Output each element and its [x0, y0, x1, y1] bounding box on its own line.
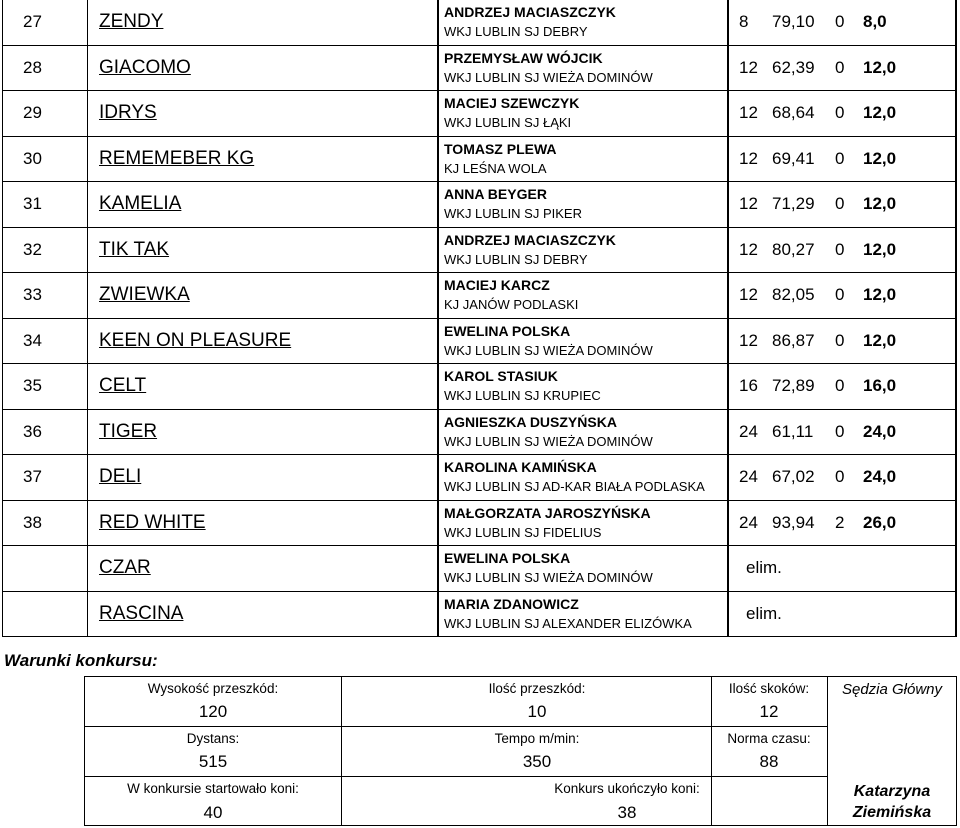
rider-club: WKJ LUBLIN SJ WIEŻA DOMINÓW — [444, 69, 653, 85]
faults: 12 — [739, 239, 758, 259]
rider-cell — [438, 136, 728, 182]
time: 80,27 — [772, 239, 815, 259]
horse-cell — [88, 91, 439, 137]
time: 71,29 — [772, 194, 815, 214]
horse-cell — [88, 45, 439, 91]
rider-name: KAROLINA KAMIŃSKA — [444, 459, 597, 476]
jumps-label: Ilość skoków: — [728, 681, 810, 696]
place: 31 — [3, 182, 88, 228]
horse-name: RASCINA — [99, 602, 184, 624]
place: 30 — [3, 136, 88, 182]
place: 38 — [3, 500, 88, 546]
rider-cell — [438, 500, 728, 546]
rider-cell — [438, 455, 728, 501]
result-cell — [728, 364, 956, 410]
time-faults: 0 — [835, 285, 845, 305]
horse-name: TIK TAK — [99, 238, 170, 260]
judge-name — [827, 781, 957, 823]
result-cell — [728, 0, 956, 45]
horse-name: RED WHITE — [99, 511, 206, 533]
horse-cell — [88, 364, 439, 410]
time-faults: 0 — [835, 194, 845, 214]
faults: 24 — [739, 421, 758, 441]
results-table — [2, 0, 957, 637]
rider-cell — [438, 45, 728, 91]
tempo-label: Tempo m/min: — [494, 731, 580, 746]
faults: 16 — [739, 376, 758, 396]
time: 69,41 — [772, 148, 815, 168]
time: 82,05 — [772, 285, 815, 305]
total: 12,0 — [863, 194, 897, 214]
result-row — [3, 273, 957, 319]
distance-label: Dystans: — [186, 731, 240, 746]
total: 12,0 — [863, 57, 897, 77]
time-faults: 0 — [835, 239, 845, 259]
conditions-title: Warunki konkursu: — [4, 651, 158, 670]
time: 67,02 — [772, 467, 815, 487]
faults: 12 — [739, 57, 758, 77]
horse-name: ZWIEWKA — [99, 284, 190, 306]
rider-cell — [438, 318, 728, 364]
place — [3, 546, 88, 592]
rider-name: ANNA BEYGER — [444, 186, 547, 203]
horse-cell — [88, 455, 439, 501]
faults: 12 — [739, 148, 758, 168]
rider-cell — [438, 227, 728, 273]
time-faults: 0 — [835, 103, 845, 123]
result-cell — [728, 45, 956, 91]
rider-cell — [438, 409, 728, 455]
result-row — [3, 500, 957, 546]
result-row — [3, 0, 957, 45]
place: 27 — [3, 0, 88, 45]
result-row — [3, 91, 957, 137]
result-cell — [728, 409, 956, 455]
rider-club: WKJ LUBLIN SJ WIEŻA DOMINÓW — [444, 570, 653, 586]
result-row — [3, 409, 957, 455]
place: 35 — [3, 364, 88, 410]
time-faults: 0 — [835, 467, 845, 487]
horse-name: DELI — [99, 466, 142, 488]
place: 29 — [3, 91, 88, 137]
rider-club: WKJ LUBLIN SJ KRUPIEC — [444, 388, 601, 404]
rider-cell — [438, 273, 728, 319]
result-cell — [728, 500, 956, 546]
horse-cell — [88, 0, 439, 45]
place — [3, 591, 88, 637]
result-row — [3, 227, 957, 273]
rider-name: EWELINA POLSKA — [444, 322, 571, 339]
status: elim. — [746, 603, 782, 623]
distance-value: 515 — [198, 752, 228, 771]
rider-name: MACIEJ SZEWCZYK — [444, 95, 580, 112]
horse-cell — [88, 591, 439, 637]
rider-cell — [438, 591, 728, 637]
rider-name: AGNIESZKA DUSZYŃSKA — [444, 413, 617, 430]
result-cell — [728, 136, 956, 182]
rider-club: WKJ LUBLIN SJ ŁĄKI — [444, 115, 572, 131]
result-row — [3, 136, 957, 182]
time: 62,39 — [772, 57, 815, 77]
faults: 12 — [739, 103, 758, 123]
horse-name: KEEN ON PLEASURE — [99, 329, 292, 351]
rider-club: WKJ LUBLIN SJ DEBRY — [444, 24, 588, 40]
time-norm-value: 88 — [759, 752, 779, 771]
place: 33 — [3, 273, 88, 319]
horse-name: IDRYS — [99, 102, 157, 124]
rider-cell — [438, 91, 728, 137]
rider-club: WKJ LUBLIN SJ WIEŻA DOMINÓW — [444, 342, 653, 358]
place: 36 — [3, 409, 88, 455]
total: 24,0 — [863, 421, 897, 441]
result-row — [3, 546, 957, 592]
result-cell — [728, 318, 956, 364]
finished-value: 38 — [617, 803, 637, 822]
horse-cell — [88, 182, 439, 228]
height-value: 120 — [198, 702, 228, 721]
horse-name: TIGER — [99, 420, 158, 442]
result-row — [3, 182, 957, 228]
time-norm-label: Norma czasu: — [727, 731, 811, 746]
status: elim. — [746, 558, 782, 578]
conditions-table — [84, 676, 957, 826]
place: 32 — [3, 227, 88, 273]
time: 68,64 — [772, 103, 815, 123]
horse-name: KAMELIA — [99, 193, 182, 215]
rider-name: EWELINA POLSKA — [444, 550, 571, 567]
horse-cell — [88, 409, 439, 455]
rider-name: ANDRZEJ MACIASZCZYK — [444, 4, 616, 21]
judge-label: Sędzia Główny — [841, 681, 943, 698]
rider-name: MARIA ZDANOWICZ — [444, 595, 579, 612]
rider-name: TOMASZ PLEWA — [444, 140, 557, 157]
time: 79,10 — [772, 12, 815, 32]
time-faults: 2 — [835, 512, 845, 532]
horse-cell — [88, 546, 439, 592]
time: 93,94 — [772, 512, 815, 532]
time: 72,89 — [772, 376, 815, 396]
time: 86,87 — [772, 330, 815, 350]
time: 61,11 — [772, 421, 814, 441]
horse-name: CELT — [99, 375, 147, 397]
place: 34 — [3, 318, 88, 364]
judge-last-name: Ziemińska — [852, 804, 932, 821]
total: 12,0 — [863, 285, 897, 305]
obstacles-value: 10 — [527, 702, 547, 721]
result-cell — [728, 546, 956, 592]
rider-club: WKJ LUBLIN SJ PIKER — [444, 206, 582, 222]
horse-name: REMEMEBER KG — [99, 147, 255, 169]
time-faults: 0 — [835, 57, 845, 77]
faults: 24 — [739, 512, 758, 532]
total: 8,0 — [863, 12, 887, 32]
total: 16,0 — [863, 376, 897, 396]
horse-cell — [88, 136, 439, 182]
result-cell — [728, 227, 956, 273]
total: 12,0 — [863, 239, 897, 259]
time-faults: 0 — [835, 12, 845, 32]
horse-cell — [88, 318, 439, 364]
rider-club: WKJ LUBLIN SJ ALEXANDER ELIZÓWKA — [444, 615, 692, 631]
result-row — [3, 364, 957, 410]
jumps-value: 12 — [759, 702, 779, 721]
rider-club: WKJ LUBLIN SJ WIEŻA DOMINÓW — [444, 433, 653, 449]
result-cell — [728, 182, 956, 228]
time-faults: 0 — [835, 148, 845, 168]
height-label: Wysokość przeszkód: — [147, 681, 279, 696]
rider-club: KJ LEŚNA WOLA — [444, 160, 547, 176]
place: 37 — [3, 455, 88, 501]
time-faults: 0 — [835, 376, 845, 396]
result-row — [3, 45, 957, 91]
rider-name: MACIEJ KARCZ — [444, 277, 550, 294]
results-body — [3, 0, 957, 637]
result-row — [3, 591, 957, 637]
total: 26,0 — [863, 512, 897, 532]
total: 12,0 — [863, 103, 897, 123]
place: 28 — [3, 45, 88, 91]
horse-cell — [88, 500, 439, 546]
rider-club: WKJ LUBLIN SJ AD-KAR BIAŁA PODLASKA — [444, 479, 705, 495]
result-cell — [728, 455, 956, 501]
rider-name: ANDRZEJ MACIASZCZYK — [444, 231, 616, 248]
time-faults: 0 — [835, 330, 845, 350]
finished-label: Konkurs ukończyło koni: — [554, 781, 700, 796]
rider-cell — [438, 182, 728, 228]
rider-name: KAROL STASIUK — [444, 368, 558, 385]
faults: 24 — [739, 467, 758, 487]
horse-name: CZAR — [99, 557, 151, 579]
started-label: W konkursie startowało koni: — [127, 781, 299, 796]
rider-cell — [438, 546, 728, 592]
horse-name: GIACOMO — [99, 56, 191, 78]
faults: 12 — [739, 194, 758, 214]
result-cell — [728, 91, 956, 137]
faults: 12 — [739, 330, 758, 350]
obstacles-label: Ilość przeszkód: — [488, 681, 586, 696]
time-faults: 0 — [835, 421, 845, 441]
result-row — [3, 318, 957, 364]
started-value: 40 — [203, 803, 223, 822]
total: 24,0 — [863, 467, 897, 487]
judge-first-name: Katarzyna — [853, 783, 931, 800]
horse-name: ZENDY — [99, 11, 164, 33]
result-cell — [728, 273, 956, 319]
rider-name: MAŁGORZATA JAROSZYŃSKA — [444, 504, 651, 521]
faults: 8 — [739, 12, 749, 32]
total: 12,0 — [863, 148, 897, 168]
rider-cell — [438, 0, 728, 45]
total: 12,0 — [863, 330, 897, 350]
horse-cell — [88, 273, 439, 319]
rider-club: KJ JANÓW PODLASKI — [444, 297, 579, 313]
result-cell — [728, 591, 956, 637]
tempo-value: 350 — [522, 752, 552, 771]
faults: 12 — [739, 285, 758, 305]
horse-cell — [88, 227, 439, 273]
rider-cell — [438, 364, 728, 410]
result-row — [3, 455, 957, 501]
rider-club: WKJ LUBLIN SJ FIDELIUS — [444, 524, 602, 540]
rider-name: PRZEMYSŁAW WÓJCIK — [444, 49, 603, 66]
rider-club: WKJ LUBLIN SJ DEBRY — [444, 251, 588, 267]
